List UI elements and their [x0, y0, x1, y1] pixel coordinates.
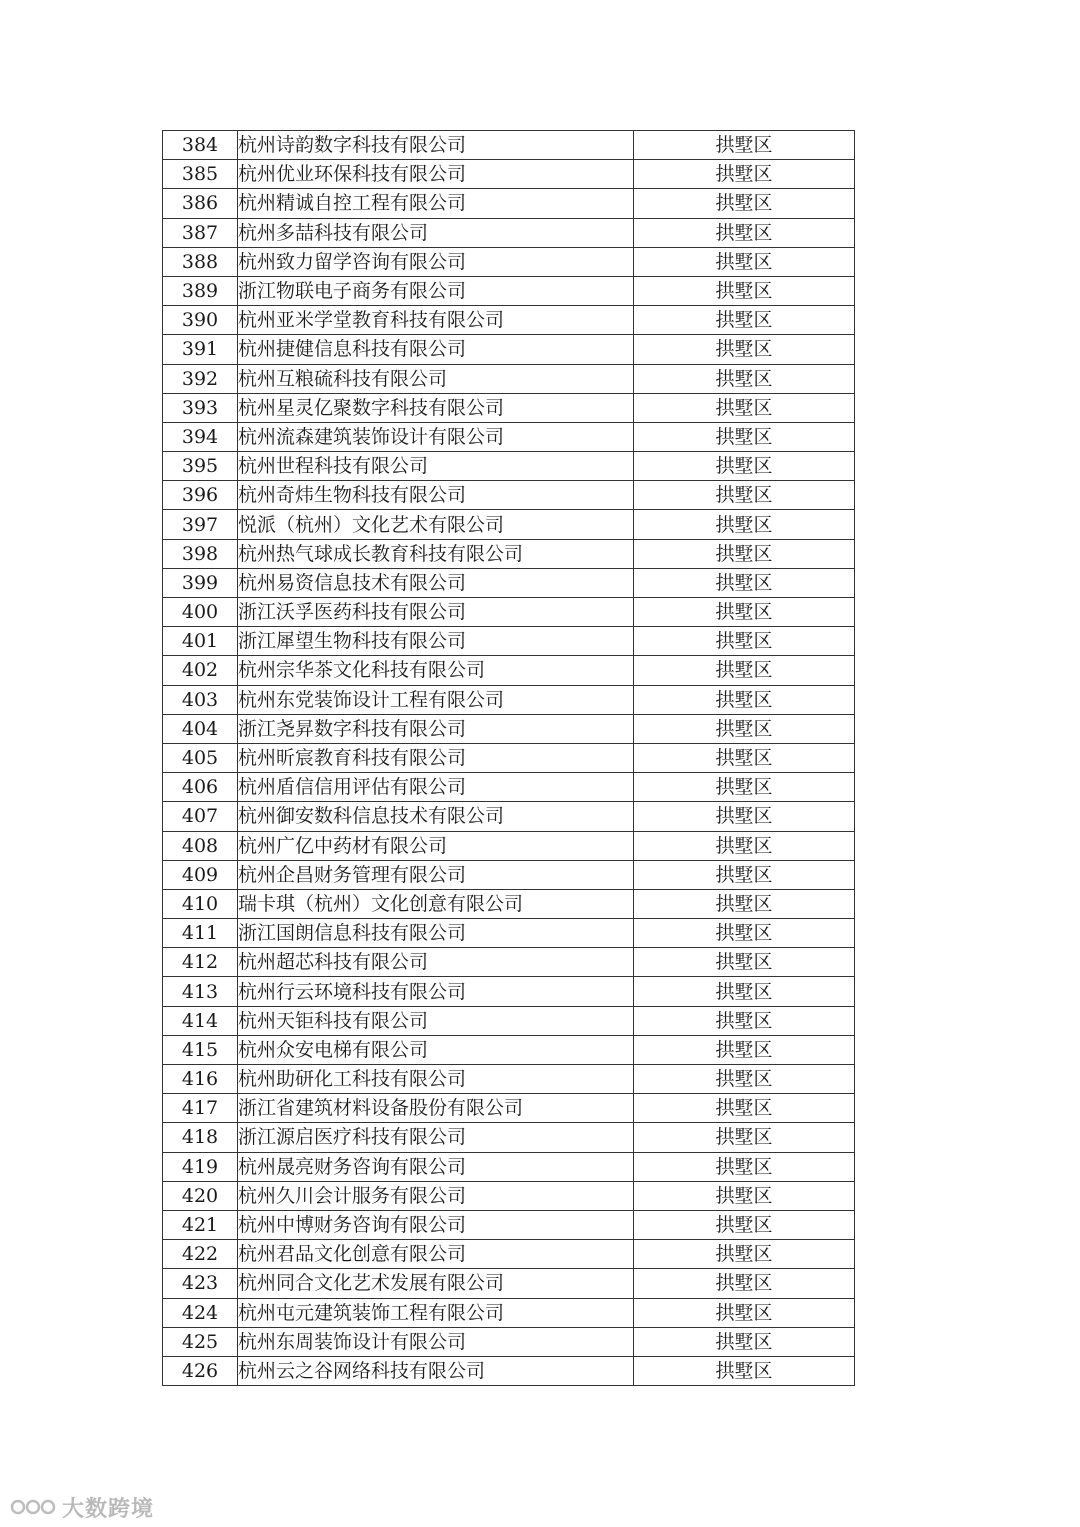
district-cell: 拱墅区 — [634, 481, 855, 510]
table-row — [163, 510, 855, 539]
district-cell: 拱墅区 — [634, 685, 855, 714]
row-number-cell: 411 — [163, 919, 238, 948]
company-name-cell: 杭州君品文化创意有限公司 — [238, 1240, 634, 1269]
company-name-cell: 浙江物联电子商务有限公司 — [238, 276, 634, 305]
district-cell: 拱墅区 — [634, 1094, 855, 1123]
row-number-cell: 386 — [163, 189, 238, 218]
row-number-cell: 384 — [163, 131, 238, 160]
row-number-cell: 409 — [163, 860, 238, 889]
company-name-cell: 杭州捷健信息科技有限公司 — [238, 335, 634, 364]
row-number-cell: 400 — [163, 598, 238, 627]
company-name-cell: 杭州云之谷网络科技有限公司 — [238, 1356, 634, 1385]
table-row — [163, 1123, 855, 1152]
row-number-cell: 392 — [163, 364, 238, 393]
company-name-cell: 杭州星灵亿聚数字科技有限公司 — [238, 393, 634, 422]
district-cell: 拱墅区 — [634, 1123, 855, 1152]
table-row — [163, 1327, 855, 1356]
table-row — [163, 743, 855, 772]
row-number-cell: 404 — [163, 714, 238, 743]
row-number-cell: 420 — [163, 1181, 238, 1210]
district-cell: 拱墅区 — [634, 276, 855, 305]
company-name-cell: 浙江源启医疗科技有限公司 — [238, 1123, 634, 1152]
district-cell: 拱墅区 — [634, 773, 855, 802]
table-row — [163, 364, 855, 393]
district-cell: 拱墅区 — [634, 131, 855, 160]
table-row — [163, 335, 855, 364]
table-row — [163, 1356, 855, 1385]
company-name-cell: 杭州超芯科技有限公司 — [238, 948, 634, 977]
district-cell: 拱墅区 — [634, 1327, 855, 1356]
company-list-table — [162, 130, 855, 1386]
row-number-cell: 399 — [163, 568, 238, 597]
company-name-cell: 杭州盾信信用评估有限公司 — [238, 773, 634, 802]
company-name-cell: 浙江国朗信息科技有限公司 — [238, 919, 634, 948]
table-row — [163, 422, 855, 451]
district-cell: 拱墅区 — [634, 422, 855, 451]
company-name-cell: 杭州同合文化艺术发展有限公司 — [238, 1269, 634, 1298]
table-row — [163, 276, 855, 305]
table-row — [163, 1006, 855, 1035]
company-name-cell: 杭州晟亮财务咨询有限公司 — [238, 1152, 634, 1181]
table-row — [163, 452, 855, 481]
district-cell: 拱墅区 — [634, 1065, 855, 1094]
table-row — [163, 539, 855, 568]
row-number-cell: 393 — [163, 393, 238, 422]
row-number-cell: 385 — [163, 160, 238, 189]
company-name-cell: 杭州众安电梯有限公司 — [238, 1035, 634, 1064]
table-row — [163, 919, 855, 948]
company-name-cell: 浙江尧昇数字科技有限公司 — [238, 714, 634, 743]
district-cell: 拱墅区 — [634, 393, 855, 422]
company-name-cell: 悦派（杭州）文化艺术有限公司 — [238, 510, 634, 539]
district-cell: 拱墅区 — [634, 1181, 855, 1210]
row-number-cell: 405 — [163, 743, 238, 772]
district-cell: 拱墅区 — [634, 656, 855, 685]
company-name-cell: 杭州昕宸教育科技有限公司 — [238, 743, 634, 772]
district-cell: 拱墅区 — [634, 1152, 855, 1181]
row-number-cell: 416 — [163, 1065, 238, 1094]
company-name-cell: 杭州优业环保科技有限公司 — [238, 160, 634, 189]
row-number-cell: 389 — [163, 276, 238, 305]
company-name-cell: 杭州诗韵数字科技有限公司 — [238, 131, 634, 160]
table-row — [163, 860, 855, 889]
row-number-cell: 408 — [163, 831, 238, 860]
row-number-cell: 406 — [163, 773, 238, 802]
table-row — [163, 393, 855, 422]
company-name-cell: 杭州致力留学咨询有限公司 — [238, 247, 634, 276]
company-name-cell: 杭州多喆科技有限公司 — [238, 218, 634, 247]
table-row — [163, 1152, 855, 1181]
district-cell: 拱墅区 — [634, 568, 855, 597]
company-name-cell: 杭州世程科技有限公司 — [238, 452, 634, 481]
district-cell: 拱墅区 — [634, 160, 855, 189]
table-row — [163, 1094, 855, 1123]
district-cell: 拱墅区 — [634, 1210, 855, 1239]
row-number-cell: 419 — [163, 1152, 238, 1181]
company-name-cell: 杭州东周装饰设计有限公司 — [238, 1327, 634, 1356]
table-row — [163, 1240, 855, 1269]
row-number-cell: 410 — [163, 889, 238, 918]
company-name-cell: 杭州企昌财务管理有限公司 — [238, 860, 634, 889]
table-row — [163, 1210, 855, 1239]
table-row — [163, 189, 855, 218]
company-name-cell: 杭州御安数科信息技术有限公司 — [238, 802, 634, 831]
district-cell: 拱墅区 — [634, 1269, 855, 1298]
district-cell: 拱墅区 — [634, 977, 855, 1006]
company-name-cell: 杭州屯元建筑装饰工程有限公司 — [238, 1298, 634, 1327]
row-number-cell: 421 — [163, 1210, 238, 1239]
district-cell: 拱墅区 — [634, 598, 855, 627]
table-row — [163, 977, 855, 1006]
district-cell: 拱墅区 — [634, 452, 855, 481]
district-cell: 拱墅区 — [634, 1035, 855, 1064]
row-number-cell: 417 — [163, 1094, 238, 1123]
row-number-cell: 426 — [163, 1356, 238, 1385]
table-row — [163, 685, 855, 714]
row-number-cell: 425 — [163, 1327, 238, 1356]
row-number-cell: 422 — [163, 1240, 238, 1269]
row-number-cell: 413 — [163, 977, 238, 1006]
table-row — [163, 481, 855, 510]
row-number-cell: 398 — [163, 539, 238, 568]
district-cell: 拱墅区 — [634, 948, 855, 977]
row-number-cell: 407 — [163, 802, 238, 831]
table-row — [163, 802, 855, 831]
row-number-cell: 415 — [163, 1035, 238, 1064]
company-name-cell: 杭州助研化工科技有限公司 — [238, 1065, 634, 1094]
district-cell: 拱墅区 — [634, 1298, 855, 1327]
company-name-cell: 杭州易资信息技术有限公司 — [238, 568, 634, 597]
company-name-cell: 瑞卡琪（杭州）文化创意有限公司 — [238, 889, 634, 918]
row-number-cell: 388 — [163, 247, 238, 276]
company-name-cell: 杭州精诚自控工程有限公司 — [238, 189, 634, 218]
company-name-cell: 杭州广亿中药材有限公司 — [238, 831, 634, 860]
company-name-cell: 杭州热气球成长教育科技有限公司 — [238, 539, 634, 568]
company-name-cell: 杭州流森建筑装饰设计有限公司 — [238, 422, 634, 451]
district-cell: 拱墅区 — [634, 831, 855, 860]
row-number-cell: 412 — [163, 948, 238, 977]
company-name-cell: 浙江省建筑材料设备股份有限公司 — [238, 1094, 634, 1123]
row-number-cell: 391 — [163, 335, 238, 364]
table-row — [163, 306, 855, 335]
table-row — [163, 131, 855, 160]
district-cell: 拱墅区 — [634, 1240, 855, 1269]
row-number-cell: 387 — [163, 218, 238, 247]
row-number-cell: 395 — [163, 452, 238, 481]
watermark-text: 大数跨境 — [62, 1496, 155, 1522]
district-cell: 拱墅区 — [634, 802, 855, 831]
table-row — [163, 656, 855, 685]
table-row — [163, 948, 855, 977]
district-cell: 拱墅区 — [634, 306, 855, 335]
district-cell: 拱墅区 — [634, 860, 855, 889]
table-row — [163, 1035, 855, 1064]
watermark — [10, 1490, 154, 1524]
row-number-cell: 424 — [163, 1298, 238, 1327]
company-name-cell: 杭州中博财务咨询有限公司 — [238, 1210, 634, 1239]
table-row — [163, 160, 855, 189]
row-number-cell: 402 — [163, 656, 238, 685]
table-row — [163, 773, 855, 802]
table-row — [163, 598, 855, 627]
company-name-cell: 杭州行云环境科技有限公司 — [238, 977, 634, 1006]
table-body — [163, 131, 855, 1386]
district-cell: 拱墅区 — [634, 919, 855, 948]
row-number-cell: 403 — [163, 685, 238, 714]
table-row — [163, 247, 855, 276]
district-cell: 拱墅区 — [634, 1356, 855, 1385]
table-row — [163, 1298, 855, 1327]
district-cell: 拱墅区 — [634, 889, 855, 918]
district-cell: 拱墅区 — [634, 335, 855, 364]
row-number-cell: 394 — [163, 422, 238, 451]
district-cell: 拱墅区 — [634, 714, 855, 743]
district-cell: 拱墅区 — [634, 510, 855, 539]
company-name-cell: 浙江犀望生物科技有限公司 — [238, 627, 634, 656]
company-name-cell: 杭州东党装饰设计工程有限公司 — [238, 685, 634, 714]
district-cell: 拱墅区 — [634, 218, 855, 247]
district-cell: 拱墅区 — [634, 189, 855, 218]
row-number-cell: 390 — [163, 306, 238, 335]
district-cell: 拱墅区 — [634, 743, 855, 772]
district-cell: 拱墅区 — [634, 364, 855, 393]
row-number-cell: 414 — [163, 1006, 238, 1035]
table-row — [163, 627, 855, 656]
company-name-cell: 杭州亚米学堂教育科技有限公司 — [238, 306, 634, 335]
company-name-cell: 杭州天钜科技有限公司 — [238, 1006, 634, 1035]
table-row — [163, 1181, 855, 1210]
company-name-cell: 浙江沃孚医药科技有限公司 — [238, 598, 634, 627]
row-number-cell: 396 — [163, 481, 238, 510]
row-number-cell: 423 — [163, 1269, 238, 1298]
table-row — [163, 714, 855, 743]
company-name-cell: 杭州宗华茶文化科技有限公司 — [238, 656, 634, 685]
row-number-cell: 418 — [163, 1123, 238, 1152]
table-row — [163, 889, 855, 918]
brand-logo-icon — [10, 1493, 56, 1521]
row-number-cell: 397 — [163, 510, 238, 539]
district-cell: 拱墅区 — [634, 1006, 855, 1035]
district-cell: 拱墅区 — [634, 627, 855, 656]
district-cell: 拱墅区 — [634, 539, 855, 568]
table-row — [163, 831, 855, 860]
row-number-cell: 401 — [163, 627, 238, 656]
table-row — [163, 218, 855, 247]
company-name-cell: 杭州久川会计服务有限公司 — [238, 1181, 634, 1210]
table-row — [163, 1269, 855, 1298]
company-name-cell: 杭州互粮硫科技有限公司 — [238, 364, 634, 393]
company-name-cell: 杭州奇炜生物科技有限公司 — [238, 481, 634, 510]
table-row — [163, 568, 855, 597]
district-cell: 拱墅区 — [634, 247, 855, 276]
table-row — [163, 1065, 855, 1094]
